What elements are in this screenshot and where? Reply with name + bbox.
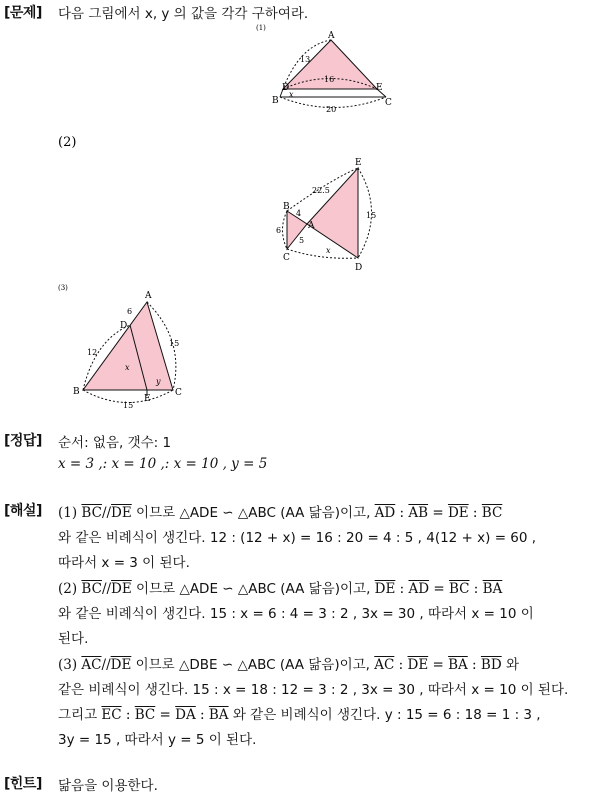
segment-da: $\overline{DA}$ xyxy=(175,707,196,723)
segment-bc: $\overline{BC}$ xyxy=(448,581,470,597)
s: 그리고 xyxy=(58,707,102,723)
s: 이므로 △ADE ∽ △ABC (AA 닮음)이고, xyxy=(131,505,375,521)
segment-ba: $\overline{BA}$ xyxy=(448,657,468,673)
fig3-A: A xyxy=(145,291,152,301)
fig1-x: x xyxy=(289,90,294,99)
segment-de: $\overline{DE}$ xyxy=(111,581,132,597)
answer-line-1: 순서: 없음, 갯수: 1 xyxy=(58,435,172,451)
fig3-C: C xyxy=(175,388,182,398)
answer-tag: [정답] xyxy=(4,433,42,449)
solution-p1-line-2: 와 같은 비례식이 생긴다. 12 : (12 + x) = 16 : 20 = 4 : 5 , 4(12 + x) = 60 , xyxy=(58,530,537,546)
segment-bc: $\overline{BC}$ xyxy=(481,505,503,521)
segment-ac: $\overline{AC}$ xyxy=(374,657,395,673)
segment-bd: $\overline{BD}$ xyxy=(480,657,502,673)
fig2-arc-bc xyxy=(283,211,288,249)
solution-p3-line-3 xyxy=(58,703,541,723)
fig2-E: E xyxy=(355,158,362,168)
fig3-x: x xyxy=(125,363,130,372)
fig2-C: C xyxy=(283,253,290,263)
s: 와 같은 비례식이 생긴다. y : 15 = 6 : 18 = 1 : 3 , xyxy=(228,707,541,723)
fig3-len-bd: 12 xyxy=(87,348,98,357)
segment-de: $\overline{DE}$ xyxy=(407,657,429,673)
solution-p2-line-1 xyxy=(58,577,502,597)
s: (2) xyxy=(58,581,82,597)
fig3-len-ad: 6 xyxy=(127,307,133,316)
s: : xyxy=(395,505,409,521)
fig2-len-de: 15 xyxy=(366,211,377,220)
fig3-len-bc: 15 xyxy=(123,401,134,410)
s: : xyxy=(195,707,209,723)
hint-text: 닮음을 이용한다. xyxy=(58,778,158,794)
fig3-D: D xyxy=(120,321,128,331)
segment-de: $\overline{DE}$ xyxy=(110,657,132,673)
answer-line-2: x = 3 ,: x = 10 ,: x = 10 , y = 5 xyxy=(58,456,268,472)
s: // xyxy=(101,581,112,597)
segment-ad: $\overline{AD}$ xyxy=(408,581,430,597)
fig3-y: y xyxy=(156,377,161,386)
solution-p2-line-3: 된다. xyxy=(58,631,89,647)
s: (3) xyxy=(58,657,82,673)
s: 이므로 △ADE ∽ △ABC (AA 닮음)이고, xyxy=(131,581,375,597)
s: = xyxy=(155,707,176,723)
segment-ab: $\overline{AB}$ xyxy=(408,505,429,521)
fig1-len-ad: 13 xyxy=(300,55,311,64)
fig3-B: B xyxy=(73,387,80,397)
fig1-number: (1) xyxy=(256,24,266,32)
segment-de: $\overline{DE}$ xyxy=(111,505,132,521)
fig3-len-ac: 15 xyxy=(169,339,180,348)
segment-de: $\overline{DE}$ xyxy=(374,581,396,597)
segment-ba: $\overline{BA}$ xyxy=(482,581,503,597)
hint-tag: [힌트] xyxy=(4,776,42,792)
solution-p3-line-1 xyxy=(58,653,519,673)
segment-ec: $\overline{EC}$ xyxy=(101,707,122,723)
s: 와 xyxy=(501,657,519,673)
fig1-C: C xyxy=(385,98,392,108)
s: : xyxy=(469,581,483,597)
solution-p3-line-4: 3y = 15 , 따라서 y = 5 이 된다. xyxy=(58,732,257,748)
s: = xyxy=(429,581,449,597)
fig2-A: A xyxy=(308,221,315,231)
s: : xyxy=(121,707,135,723)
fig2-len-ab: 4 xyxy=(296,209,302,218)
fig1-len-bc: 20 xyxy=(326,105,337,114)
fig1-E: E xyxy=(376,83,383,93)
fig2-len-bc: 6 xyxy=(276,226,282,235)
fig2-B: B xyxy=(283,202,290,212)
problem-text: 다음 그림에서 x, y 의 값을 각각 구하여라. xyxy=(58,6,309,22)
s: : xyxy=(467,657,481,673)
s: = xyxy=(428,505,448,521)
s: // xyxy=(101,657,111,673)
fig2-number: (2) xyxy=(58,135,77,150)
segment-ba: $\overline{BA}$ xyxy=(208,707,229,723)
s: 이므로 △DBE ∽ △ABC (AA 닮음)이고, xyxy=(131,657,375,673)
segment-ac: $\overline{AC}$ xyxy=(81,657,102,673)
solution-tag: [해설] xyxy=(4,503,42,519)
s: : xyxy=(395,581,409,597)
fig2-x: x xyxy=(326,246,331,255)
fig3-E: E xyxy=(144,394,151,404)
fig2-len-ac: 5 xyxy=(299,236,305,245)
fig1-D: D xyxy=(282,83,290,93)
fig1-B: B xyxy=(272,96,279,106)
solution-p2-line-2: 와 같은 비례식이 생긴다. 15 : x = 6 : 4 = 3 : 2 , 3x = 30 , 따라서 x = 10 이 xyxy=(58,606,534,622)
fig1-A: A xyxy=(328,31,335,41)
s: // xyxy=(101,505,112,521)
s: : xyxy=(394,657,408,673)
segment-bc: $\overline{BC}$ xyxy=(134,707,156,723)
fig2-len-ae: 22.5 xyxy=(312,186,330,195)
segment-de: $\overline{DE}$ xyxy=(447,505,469,521)
solution-p3-line-2: 같은 비례식이 생긴다. 15 : x = 18 : 12 = 3 : 2 , 3x = 30 , 따라서 x = 10 이 된다. xyxy=(58,682,569,698)
fig2-D: D xyxy=(355,263,363,273)
solution-p1-line-3: 따라서 x = 3 이 된다. xyxy=(58,555,190,571)
fig1-len-de: 16 xyxy=(324,75,335,84)
s: = xyxy=(428,657,449,673)
solution-p1-line-1 xyxy=(58,501,502,521)
segment-ad: $\overline{AD}$ xyxy=(374,505,396,521)
problem-tag: [문제] xyxy=(4,5,42,21)
fig3-number: (3) xyxy=(58,284,68,292)
segment-bc: $\overline{BC}$ xyxy=(81,505,102,521)
s: : xyxy=(468,505,482,521)
s: (1) xyxy=(58,505,82,521)
segment-bc: $\overline{BC}$ xyxy=(81,581,102,597)
